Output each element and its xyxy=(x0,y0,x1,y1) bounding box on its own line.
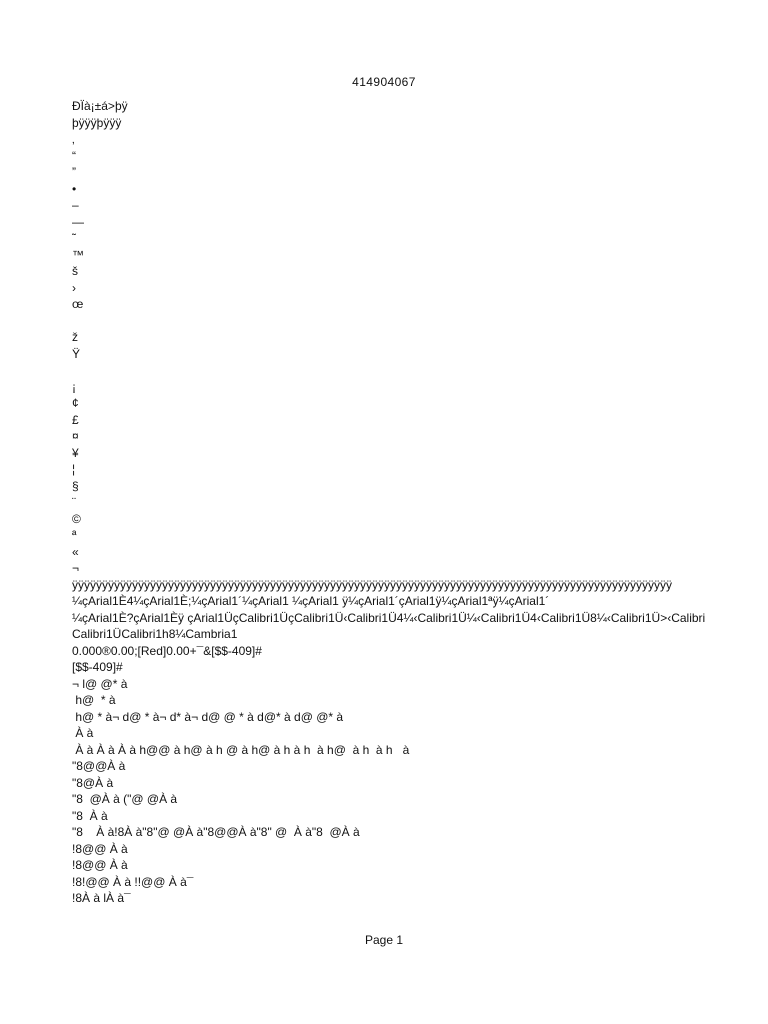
text-line: ¡ xyxy=(72,379,76,394)
text-line: ¦ xyxy=(72,462,76,476)
text-line: h@ * à xyxy=(72,693,116,707)
text-line: !8!@@ À à !!@@ À à¯ xyxy=(72,874,194,889)
page-footer-label: Page 1 xyxy=(364,933,404,947)
text-line: ¼çArial1È4¼çArial1È;¼çArial1´¼çArial1 ¼çArial1 ÿ¼çArial1´çArial1ÿ¼çArial1ªÿ¼çArial1´ xyxy=(72,594,550,608)
text-line: “ xyxy=(72,148,76,163)
text-line xyxy=(72,313,768,330)
text-line: ˜ xyxy=(72,231,76,245)
text-line: • xyxy=(72,181,77,196)
text-line: ¢ xyxy=(72,396,79,410)
text-line: ‚ xyxy=(72,132,75,146)
text-line: !8@@ À à xyxy=(72,858,128,872)
text-line: "8@@À à xyxy=(72,759,126,773)
document-body xyxy=(72,98,768,907)
text-line: ¤ xyxy=(72,429,79,443)
text-line: © xyxy=(72,511,81,526)
text-line: œ xyxy=(72,297,84,311)
text-line: £ xyxy=(72,412,79,427)
text-line: ” xyxy=(72,165,76,179)
text-line: Ÿ xyxy=(72,346,81,361)
text-line: Calibri1ÜCalibri1h8¼Cambria1 xyxy=(72,627,238,641)
text-line: ¬ l@ @* à xyxy=(72,676,128,691)
text-line: – xyxy=(72,198,79,212)
text-line: § xyxy=(72,478,79,493)
text-line: "8 À à!8À à"8"@ @À à"8@@À à"8" @ À à"8 @À à xyxy=(72,825,360,839)
text-line: þÿÿÿþÿÿÿ xyxy=(72,115,122,130)
text-line: !8À à lÀ à¯ xyxy=(72,891,131,905)
text-line: ¬ xyxy=(72,561,80,575)
text-line: "8@À à xyxy=(72,775,114,790)
text-line: "8 À à xyxy=(72,808,108,823)
text-line: ¨ xyxy=(72,495,76,509)
text-line: ¼çArial1È?çArial1Èÿ çArial1ÜçCalibri1ÜçCalibri1Ü‹Calibri1Ü4¼‹Calibri1Ü¼‹Calibri1Ü4‹Calibri1Ü8¼‹Calibri1Ü>‹Calibri xyxy=(72,610,706,625)
text-line: — xyxy=(72,214,84,229)
text-line xyxy=(72,362,768,379)
text-line: › xyxy=(72,280,76,295)
text-line: [$$-409]# xyxy=(72,660,123,674)
text-line: « xyxy=(72,544,79,559)
text-line: h@ * à¬ d@ * à¬ d* à¬ d@ @ * à d@* à d@ @* à xyxy=(72,709,344,724)
text-line: ÿÿÿÿÿÿÿÿÿÿÿÿÿÿÿÿÿÿÿÿÿÿÿÿÿÿÿÿÿÿÿÿÿÿÿÿÿÿÿÿÿÿÿÿÿÿÿÿÿÿÿÿÿÿÿÿÿÿÿÿÿÿÿÿÿÿÿÿÿÿÿÿÿÿÿÿÿÿÿÿÿÿÿÿÿÿÿÿÿÿÿÿÿÿÿÿÿÿÿÿ xyxy=(72,577,672,592)
text-line: 0.000®0.00;[Red]0.00+¯&[$$-409]# xyxy=(72,643,262,658)
text-line: "8 @À à ("@ @À à xyxy=(72,792,178,806)
text-line: ž xyxy=(72,330,78,344)
text-line: ™ xyxy=(72,247,84,262)
text-line: !8@@ À à xyxy=(72,841,128,856)
page-header-doc-number: 414904067 xyxy=(352,75,416,89)
text-line: ª xyxy=(72,528,77,542)
text-line: ¥ xyxy=(72,445,79,460)
text-line: À à À à À à h@@ à h@ à h @ à h@ à h à h à h@ à h à h à xyxy=(72,742,410,757)
text-line: À à xyxy=(72,726,94,740)
text-line: ÐÏà¡±á>þÿ xyxy=(72,99,128,113)
text-line: š xyxy=(72,264,78,278)
